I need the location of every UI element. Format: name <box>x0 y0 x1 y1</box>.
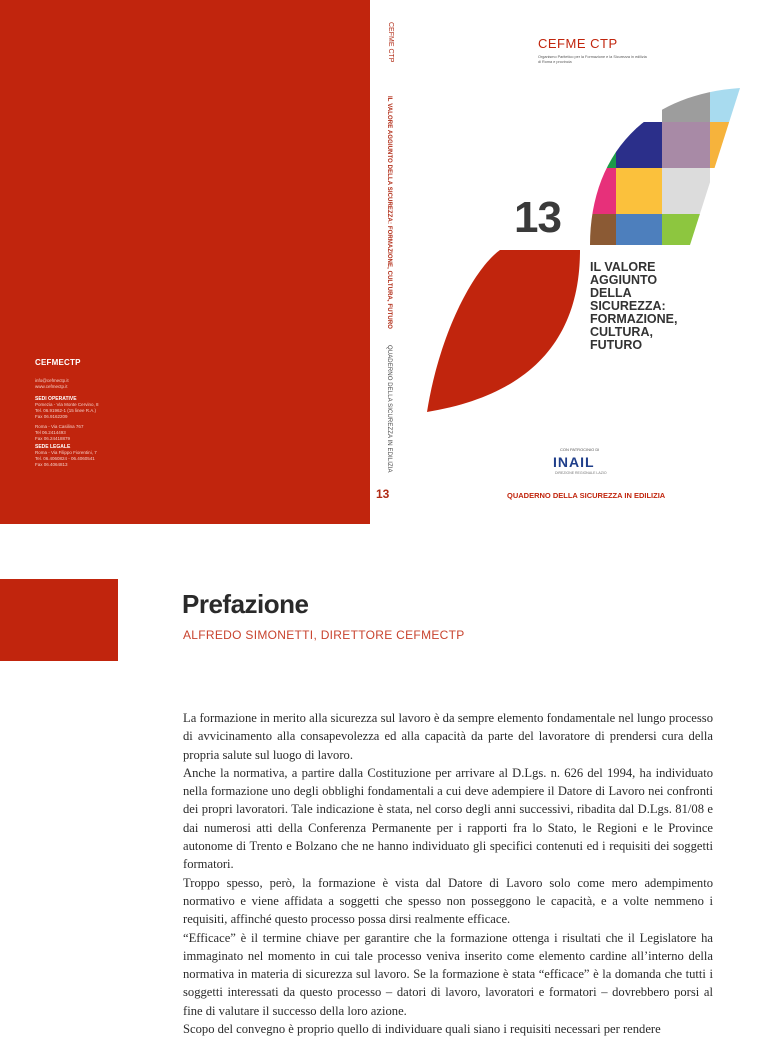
page-title: Prefazione <box>182 589 309 619</box>
cover-title-line: AGGIUNTO <box>590 273 658 287</box>
preface-author: ALFREDO SIMONETTI, DIRETTORE CEFMECTP <box>183 628 465 642</box>
website: www.cefmectp.it <box>35 384 68 389</box>
cover-title-line: IL VALORE <box>590 260 656 274</box>
back-cover-contacts <box>35 378 98 468</box>
back-cover <box>0 0 370 524</box>
spine-number: 13 <box>376 487 390 501</box>
inail-subtitle: DIREZIONE REGIONALE LAZIO <box>555 471 607 475</box>
red-leaf-shape <box>427 250 580 412</box>
cefmectp-logo: CEFME CTP <box>538 36 618 51</box>
sede2-fax: Fax 06.24418879 <box>35 436 71 441</box>
sede1-tel: Tel. 06.91962-1 (15 linee R.A.) <box>35 408 97 413</box>
cover-title <box>590 261 750 352</box>
preface-red-marker <box>0 579 118 661</box>
inail-logo: INAIL <box>553 454 595 470</box>
sedi-operative-heading: SEDI OPERATIVE <box>35 396 77 402</box>
cover-title-line: SICUREZZA: <box>590 299 666 313</box>
preface-paragraph: Troppo spesso, però, la formazione è vista dal Datore di Lavoro solo come mero adempimento normativo e viene affidata a soggetti che spesso non posseggono le capacità, e a volte nemmeno i requisiti, affinché questo processo possa dirsi realmente efficace. <box>183 875 713 927</box>
preface-paragraph: “Efficace” è il termine chiave per garantire che la formazione ottenga i risultati che il Legislatore ha immaginato nel momento in cui tale processo veniva inserito come elemento cardine all’interno della normativa in materia di sicurezza sul lavoro. Se la formazione è stata “efficace” è la domanda che tutti i soggetti interessati da questo processo – datori di lavoro, lavoratori e formatori – dovrebbero porsi al fine di valutare il successo della loro azione. <box>183 930 713 1018</box>
cover-title-line: FORMAZIONE, <box>590 312 678 326</box>
spine-series: QUADERNO DELLA SICUREZZA IN EDILIZIA <box>386 345 392 473</box>
email: info@cefmectp.it <box>35 378 69 383</box>
cover-title-line: FUTURO <box>590 338 643 352</box>
logo-subtitle: Organismo Paritetico per la Formazione e la Sicurezza in edilizia di Roma e provincia <box>538 55 647 64</box>
issue-number: 13 <box>514 193 561 242</box>
sede2-tel: Tel 06.2414493 <box>35 430 66 435</box>
preface-paragraph: Anche la normativa, a partire dalla Costituzione per arrivare al D.Lgs. n. 626 del 1994, ha individuato nella formazione uno degli obblighi fondamentali a cui deve adempiere il Datore di Lavoro nei confronti dei propri lavoratori. Tale indicazione è stata, nel corso degli anni successivi, ribadita dal D.Lgs. 81/08 e dai numerosi atti della Conferenza Permanente per i rapporti fra lo Stato, le Regioni e le Province autonome di Trento e Bolzano che ne hanno individuato gli specifici contenuti ed i requisiti dei soggetti formatori. <box>183 765 713 872</box>
sede-legale-heading: SEDE LEGALE <box>35 444 71 450</box>
spine <box>370 0 400 524</box>
sede2-address: Roma - Via Casilina 767 <box>35 424 84 429</box>
spine-logo: CEFME CTP <box>387 22 394 63</box>
back-cover-brand: CEFMECTP <box>35 358 81 367</box>
spine-title: IL VALORE AGGIUNTO DELLA SICUREZZA: FORMAZIONE, CULTURA, FUTURO <box>386 96 392 330</box>
legale-fax: Fax 06.4064813 <box>35 462 68 467</box>
sede1-fax: Fax 06.9162209 <box>35 414 68 419</box>
preface-body <box>183 709 713 1038</box>
legale-address: Roma - Via Filippo Fiorentini, 7 <box>35 450 97 455</box>
cover-series: QUADERNO DELLA SICUREZZA IN EDILIZIA <box>507 491 666 500</box>
sede1-address: Pomezia - Via Monte Cervino, 8 <box>35 402 99 407</box>
preface-paragraph: Scopo del convegno è proprio quello di individuare quali siano i requisiti necessari per rendere <box>183 1022 661 1037</box>
cover-title-line: CULTURA, <box>590 325 653 339</box>
patronage-label: CON PATROCINIO DI <box>560 447 600 452</box>
preface-paragraph: La formazione in merito alla sicurezza sul lavoro è da sempre elemento fondamentale nel lungo processo di avvicinamento alla consapevolezza ed alla capacità da parte del lavoratore di prendersi cura della propria salute sul luogo di lavoro. <box>183 711 713 762</box>
legale-tel: Tel. 06.4060824 - 06.4060541 <box>35 456 95 461</box>
front-cover <box>400 0 768 524</box>
cover-title-line: DELLA <box>590 286 632 300</box>
